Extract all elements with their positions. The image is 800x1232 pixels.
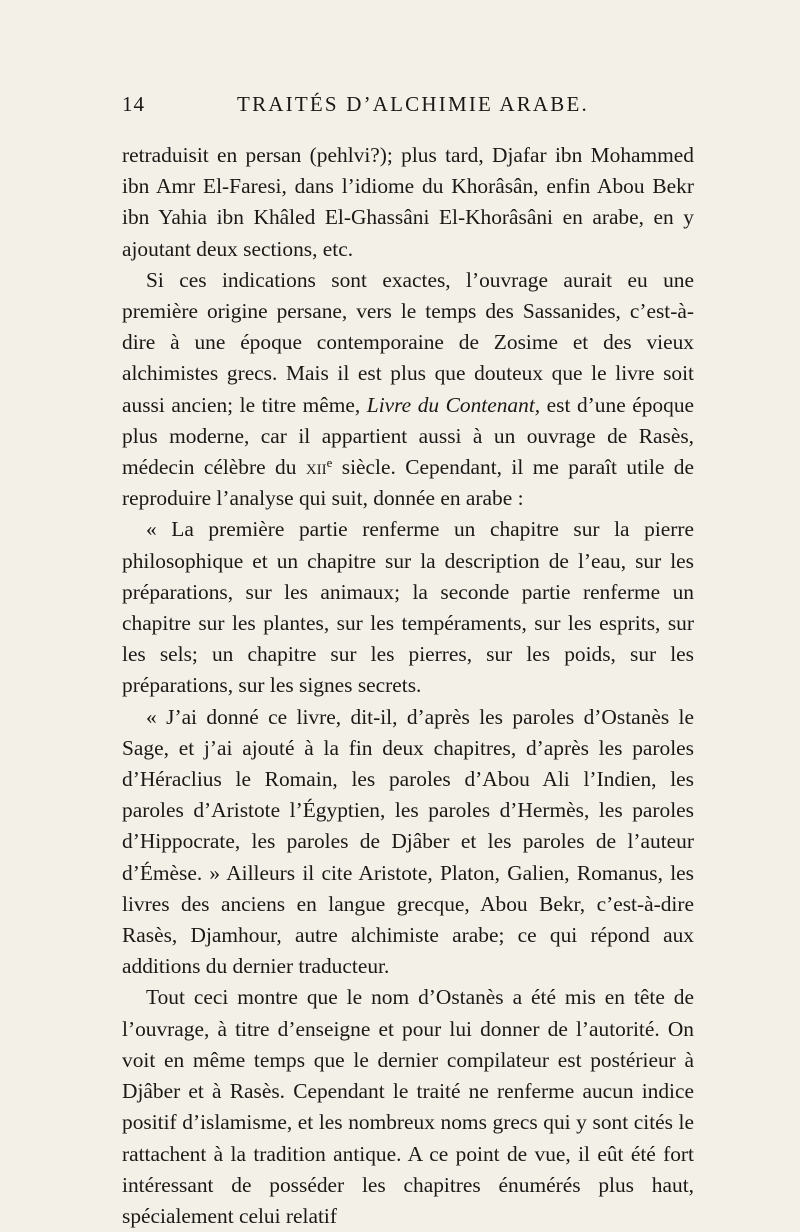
body-text bbox=[122, 140, 694, 1232]
running-head bbox=[122, 92, 694, 122]
paragraph bbox=[122, 140, 694, 265]
book-title-italic: Livre du Contenant, bbox=[366, 392, 541, 417]
page-number: 14 bbox=[122, 92, 145, 116]
text-run: retraduisit en persan (pehlvi?); plus tard, Djafar ibn Mohammed ibn Amr El-Faresi, dans l’idiome du Khorâsân, enfin Abou Bekr ibn Yahia ibn Khâled El-Ghassâni El-Khorâsâni en arabe, en y ajoutant deux sections, etc. bbox=[122, 143, 694, 261]
paragraph bbox=[122, 514, 694, 701]
roman-numeral: xii bbox=[305, 455, 327, 480]
superscript: e bbox=[326, 455, 333, 470]
text-run: est d’une époque plus moderne, car il appartient aussi à un ouvrage de Rasès, médecin célèbre du bbox=[122, 392, 695, 480]
text-run: « La première partie renferme un chapitre sur la pierre philosophique et un chapitre sur la description de l’eau, sur les préparations, sur les animaux; la seconde partie renferme un chapitre sur les plantes, sur les tempéraments, sur les esprits, sur les sels; un chapitre sur les pierres, sur les poids, sur les préparations, sur les signes secrets. bbox=[122, 517, 694, 698]
text-run: siècle. Cependant, il me paraît utile de reproduire l’analyse qui suit, donnée en arabe : bbox=[122, 455, 694, 511]
text-run: « J’ai donné ce livre, dit-il, d’après les paroles d’Ostanès le Sage, et j’ai ajouté à la fin deux chapitres, d’après les paroles d’Héraclius le Romain, les paroles d’Abou Ali l’Indien, les paroles d’Aristote l’Égyptien, les paroles d’Hermès, les paroles d’Hippocrate, les paroles de Djâber et les paroles de l’auteur d’Émèse. » Ailleurs il cite Aristote, Platon, Galien, Romanus, les livres des anciens en langue grecque, Abou Bekr, c’est-à-dire Rasès, Djamhour, autre alchimiste arabe; ce qui répond aux additions du dernier traducteur. bbox=[122, 704, 694, 979]
paragraph bbox=[122, 265, 694, 515]
running-title: TRAITÉS D’ALCHIMIE ARABE. bbox=[237, 92, 589, 116]
paragraph bbox=[122, 702, 694, 983]
text-run: Si ces indications sont exactes, l’ouvrage aurait eu une première origine persane, vers le temps des Sassanides, c’est-à-dire à une époque contemporaine de Zosime et des vieux alchimistes grecs. Mais il est plus que douteux que le livre soit aussi ancien; le titre même, bbox=[122, 267, 694, 417]
paragraph bbox=[122, 982, 694, 1232]
text-run: Tout ceci montre que le nom d’Ostanès a été mis en tête de l’ouvrage, à titre d’enseigne et pour lui donner de l’autorité. On voit en même temps que le dernier compilateur est postérieur à Djâber et à Rasès. Cependant le traité ne renferme aucun indice positif d’islamisme, et les nombreux noms grecs qui y sont cités le rattachent à la tradition antique. A ce point de vue, il eût été fort intéressant de posséder les chapitres énumérés plus haut, spécialement celui relatif bbox=[122, 985, 694, 1228]
